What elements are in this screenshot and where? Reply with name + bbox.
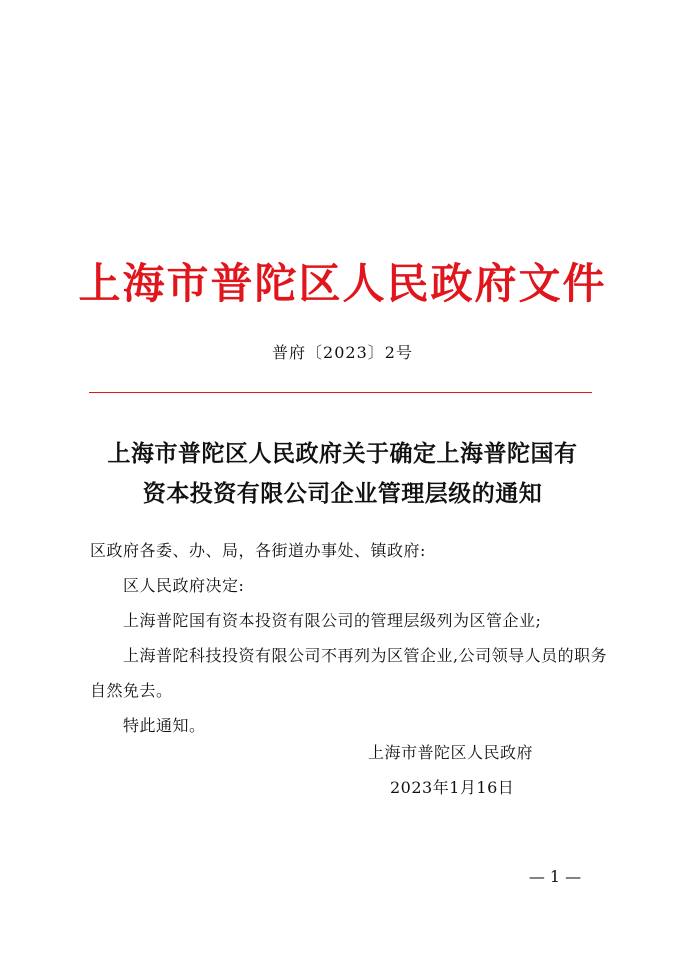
document-body	[90, 533, 610, 743]
issue-date: 2023年1月16日	[390, 778, 515, 797]
document-number: 普府〔2023〕2号	[272, 343, 413, 362]
issuing-organ-header: 上海市普陀区人民政府文件	[78, 259, 607, 308]
title-line-2: 资本投资有限公司企业管理层级的通知	[142, 480, 543, 507]
body-paragraph: 区人民政府决定:	[123, 576, 245, 595]
red-separator-line	[89, 392, 592, 393]
salutation: 区政府各委、办、局，各街道办事处、镇政府:	[90, 541, 426, 560]
document-title	[70, 434, 615, 514]
page-number: — 1 —	[528, 867, 582, 886]
body-paragraph: 特此通知。	[123, 716, 206, 735]
body-paragraph: 上海普陀科技投资有限公司不再列为区管企业,公司领导人员的职务自然免去。	[90, 646, 608, 700]
signature-block	[368, 735, 588, 805]
body-paragraph: 上海普陀国有资本投资有限公司的管理层级列为区管企业;	[123, 611, 542, 630]
issuer-name: 上海市普陀区人民政府	[368, 743, 534, 762]
title-line-1: 上海市普陀区人民政府关于确定上海普陀国有	[107, 440, 578, 467]
